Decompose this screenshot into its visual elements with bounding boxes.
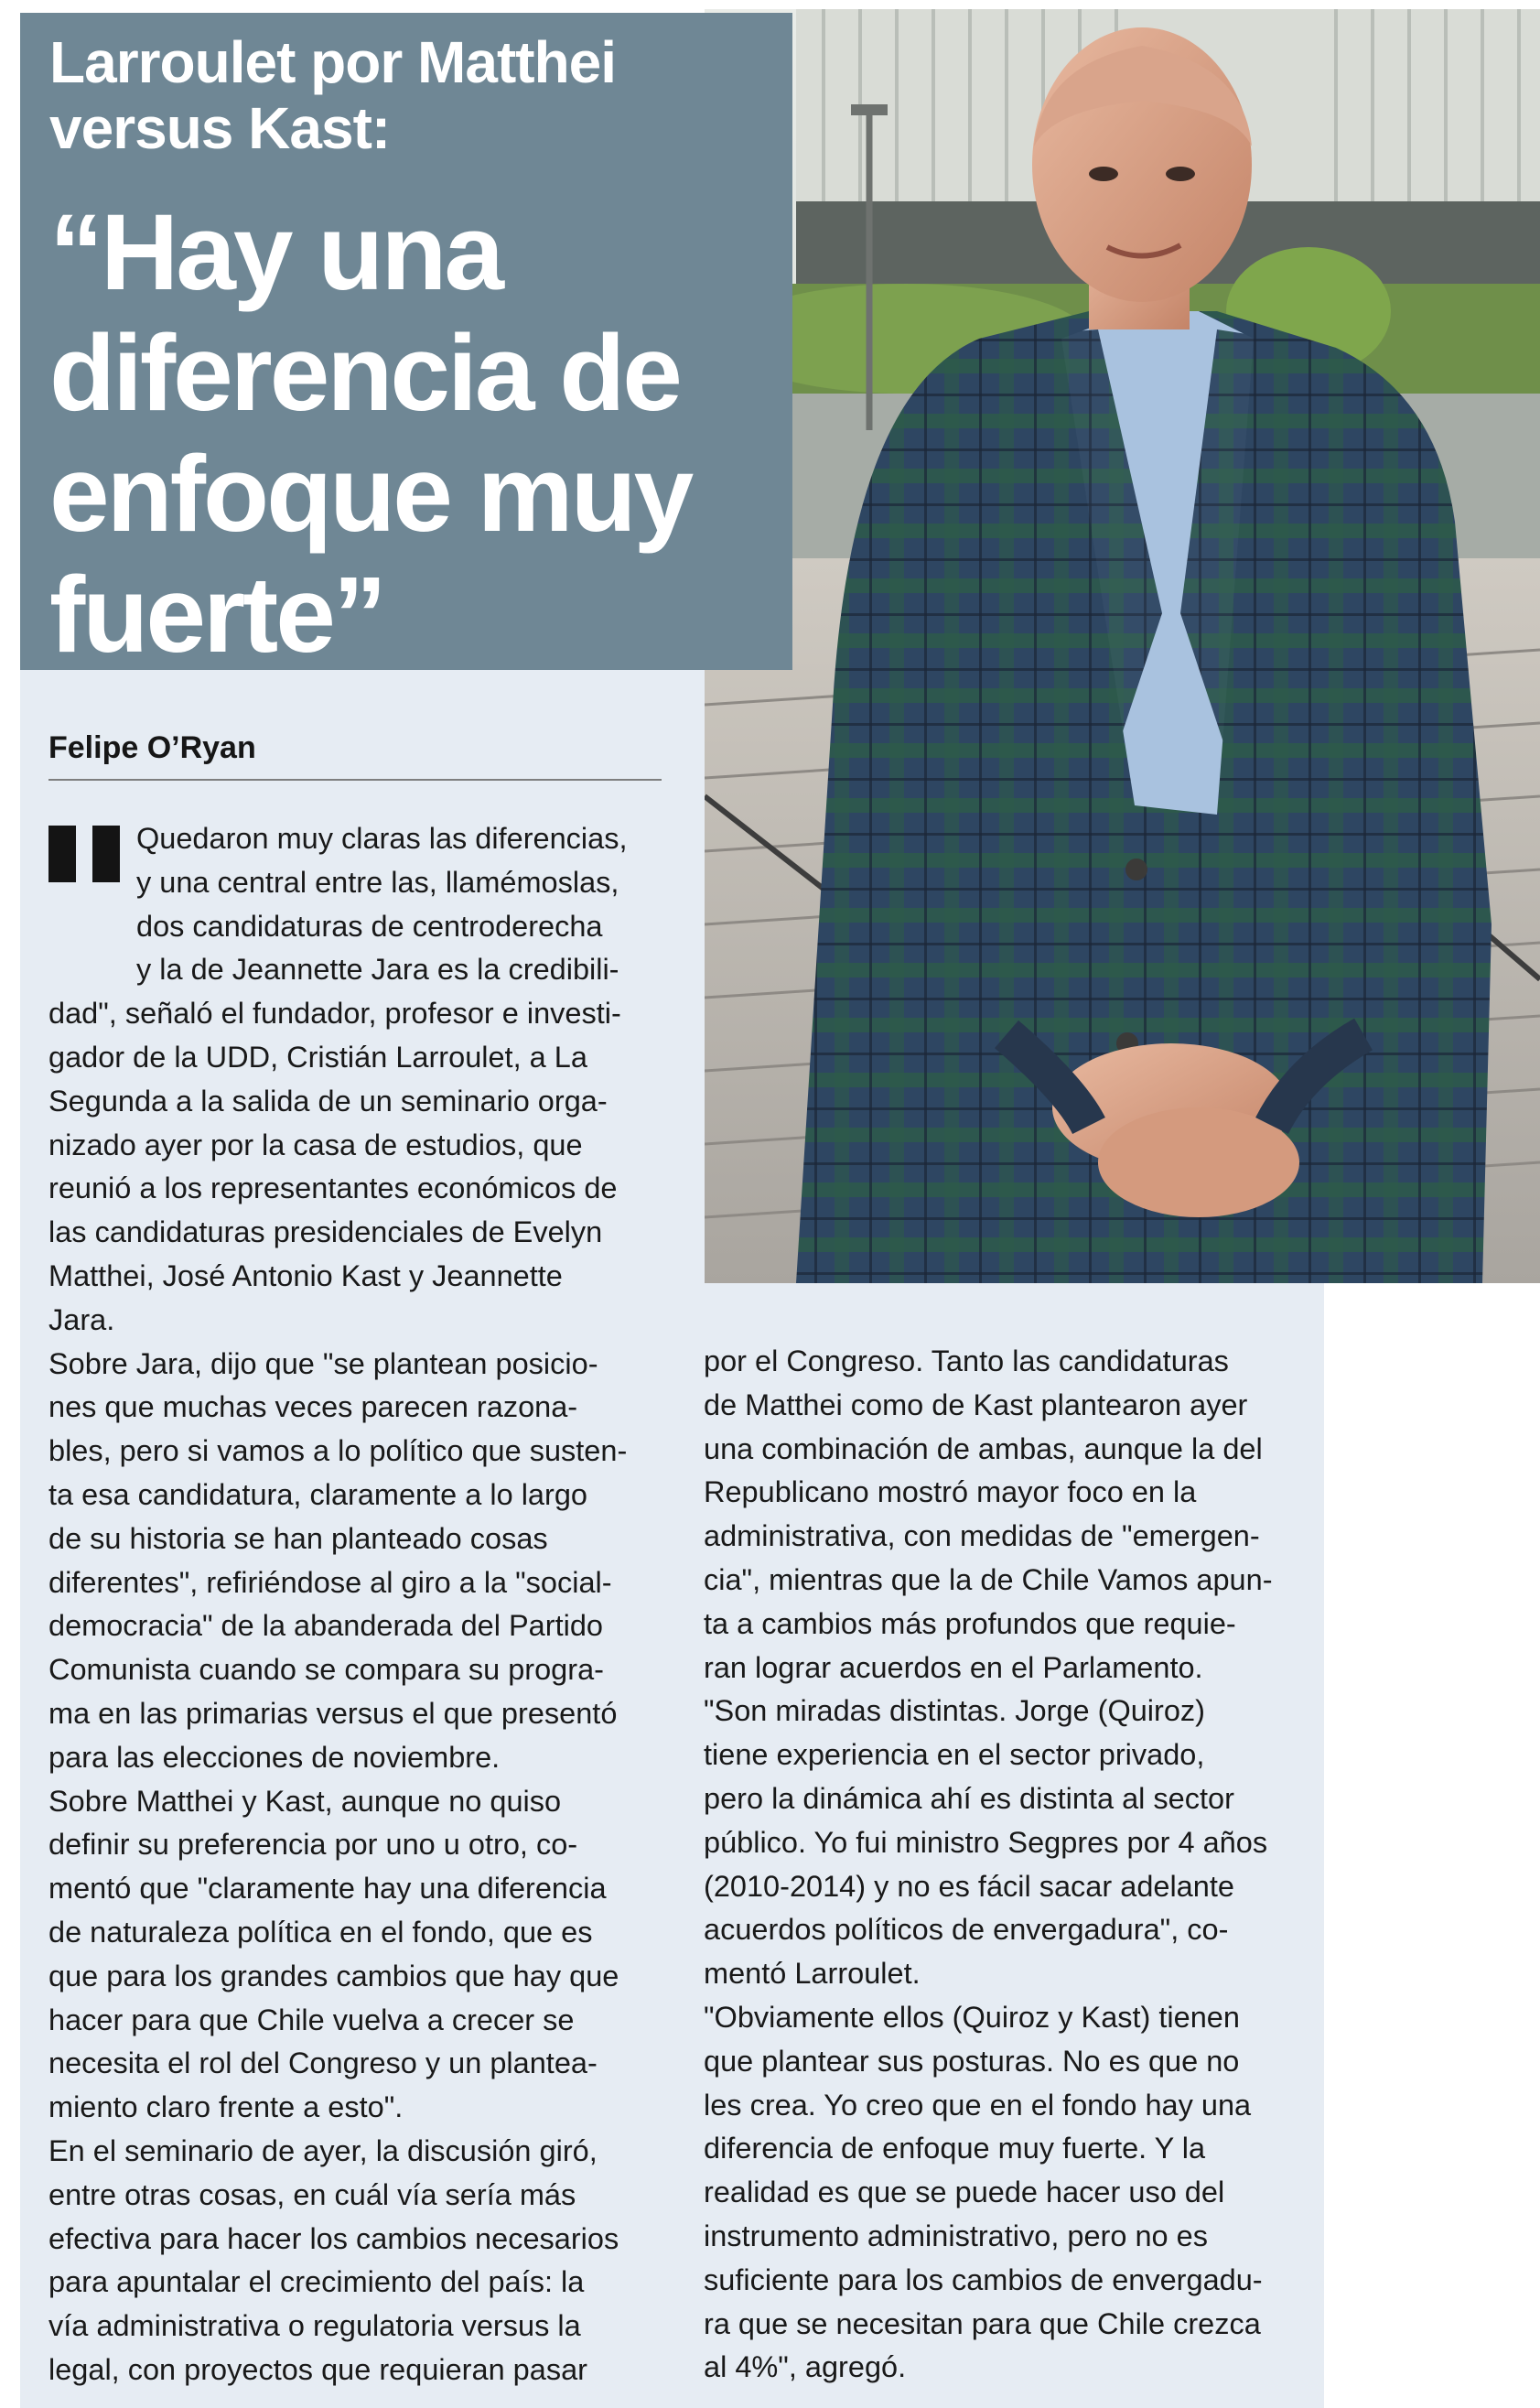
- headline-box: [20, 13, 792, 675]
- paragraph-line: definir su preferencia por uno u otro, co-: [48, 1828, 578, 1862]
- paragraph-line: ra que se necesitan para que Chile crezca: [704, 2306, 1261, 2340]
- paragraph-line: Republicano mostró mayor foco en la: [704, 1475, 1197, 1509]
- article-column-left: [48, 817, 671, 2392]
- paragraph-line: les crea. Yo creo que en el fondo hay una: [704, 2088, 1252, 2122]
- paragraph-line: cia", mientras que la de Chile Vamos apun-: [704, 1562, 1273, 1596]
- paragraph-line: y una central entre las, llamémoslas,: [136, 865, 619, 899]
- paragraph-line: tiene experiencia en el sector privado,: [704, 1738, 1205, 1772]
- paragraph-line: suficiente para los cambios de envergadu-: [704, 2262, 1263, 2296]
- paragraph-line: gador de la UDD, Cristián Larroulet, a La: [48, 1040, 587, 1074]
- paragraph-line: que plantear sus posturas. No es que no: [704, 2044, 1240, 2078]
- paragraph-line: ma en las primarias versus el que presentó: [48, 1696, 618, 1730]
- paragraph-line: Comunista cuando se compara su progra-: [48, 1653, 604, 1687]
- paragraph-line: acuerdos políticos de envergadura", co-: [704, 1913, 1229, 1947]
- paragraph-line: de su historia se han planteado cosas: [48, 1521, 548, 1555]
- paragraph-line: para las elecciones de noviembre.: [48, 1740, 501, 1774]
- paragraph-line: Segunda a la salida de un seminario orga-: [48, 1084, 608, 1118]
- paragraph-line: por el Congreso. Tanto las candidaturas: [704, 1344, 1229, 1377]
- paragraph-line: y la de Jeannette Jara es la credibili-: [136, 953, 619, 987]
- paragraph-line: Matthei, José Antonio Kast y Jeannette: [48, 1258, 563, 1292]
- paragraph-line: entre otras cosas, en cuál vía sería más: [48, 2177, 576, 2211]
- paragraph-line: administrativa, con medidas de "emergen-: [704, 1519, 1260, 1553]
- paragraph-line: legal, con proyectos que requieran pasar: [48, 2352, 587, 2386]
- paragraph-line: vía administrativa o regulatoria versus la: [48, 2309, 581, 2343]
- portrait-photo: [705, 9, 1540, 1283]
- paragraph-line: Jara.: [48, 1302, 115, 1336]
- paragraph-line: dos candidaturas de centroderecha: [136, 909, 603, 943]
- paragraph-line: mentó que "claramente hay una diferencia: [48, 1872, 607, 1906]
- byline: Felipe O’Ryan: [48, 729, 662, 781]
- paragraph-line: de Matthei como de Kast plantearon ayer: [704, 1388, 1248, 1421]
- paragraph-line: ta a cambios más profundos que requie-: [704, 1606, 1236, 1640]
- paragraph-line: que para los grandes cambios que hay que: [48, 1959, 619, 1992]
- paragraph-line: dad", señaló el fundador, profesor e investi-: [48, 997, 621, 1031]
- paragraph-line: bles, pero si vamos a lo político que susten-: [48, 1434, 628, 1468]
- paragraph-line: realidad es que se puede hacer uso del: [704, 2176, 1225, 2209]
- article-column-right: [704, 1340, 1326, 2390]
- paragraph-line: miento claro frente a esto".: [48, 2090, 404, 2124]
- paragraph-line: nes que muchas veces parecen razona-: [48, 1390, 578, 1424]
- paragraph-line: Sobre Jara, dijo que "se plantean posicio-: [48, 1346, 598, 1380]
- paragraph-line: ran lograr acuerdos en el Parlamento.: [704, 1650, 1203, 1684]
- paragraph-line: Sobre Matthei y Kast, aunque no quiso: [48, 1784, 562, 1818]
- paragraph-line: ta esa candidatura, claramente a lo largo: [48, 1477, 587, 1511]
- paragraph-line: para apuntalar el crecimiento del país: la: [48, 2265, 585, 2299]
- paragraph-line: democracia" de la abanderada del Partido: [48, 1609, 603, 1643]
- paragraph-line: necesita el rol del Congreso y un plantea-: [48, 2046, 598, 2080]
- paragraph-line: una combinación de ambas, aunque la del: [704, 1431, 1263, 1465]
- paragraph-line: hacer para que Chile vuelva a crecer se: [48, 2003, 575, 2036]
- paragraph-line: reunió a los representantes económicos de: [48, 1172, 618, 1205]
- paragraph-line: pero la dinámica ahí es distinta al sector: [704, 1781, 1234, 1815]
- paragraph-line: En el seminario de ayer, la discusión giró,: [48, 2133, 598, 2167]
- headline-title: “Hay una diferencia de enfoque muy fuerte”: [49, 192, 692, 675]
- paragraph-line: "Son miradas distintas. Jorge (Quiroz): [704, 1694, 1205, 1728]
- paragraph-line: "Obviamente ellos (Quiroz y Kast) tienen: [704, 2000, 1240, 2034]
- paragraph-line: las candidaturas presidenciales de Evelyn: [48, 1215, 603, 1249]
- headline-kicker: Larroulet por Matthei versus Kast:: [49, 29, 617, 161]
- paragraph-line: público. Yo fui ministro Segpres por 4 años: [704, 1825, 1268, 1859]
- paragraph-line: de naturaleza política en el fondo, que es: [48, 1915, 593, 1949]
- paragraph-line: diferentes", refiriéndose al giro a la "social-: [48, 1565, 612, 1599]
- paragraph-line: Quedaron muy claras las diferencias,: [136, 822, 628, 855]
- paragraph-line: (2010-2014) y no es fácil sacar adelante: [704, 1869, 1234, 1903]
- paragraph-line: al 4%", agregó.: [704, 2350, 907, 2384]
- paragraph-line: efectiva para hacer los cambios necesarios: [48, 2221, 619, 2255]
- paragraph-line: mentó Larroulet.: [704, 1957, 921, 1991]
- paragraph-line: nizado ayer por la casa de estudios, que: [48, 1128, 583, 1161]
- paragraph-line: instrumento administrativo, pero no es: [704, 2219, 1208, 2252]
- paragraph-line: diferencia de enfoque muy fuerte. Y la: [704, 2132, 1206, 2165]
